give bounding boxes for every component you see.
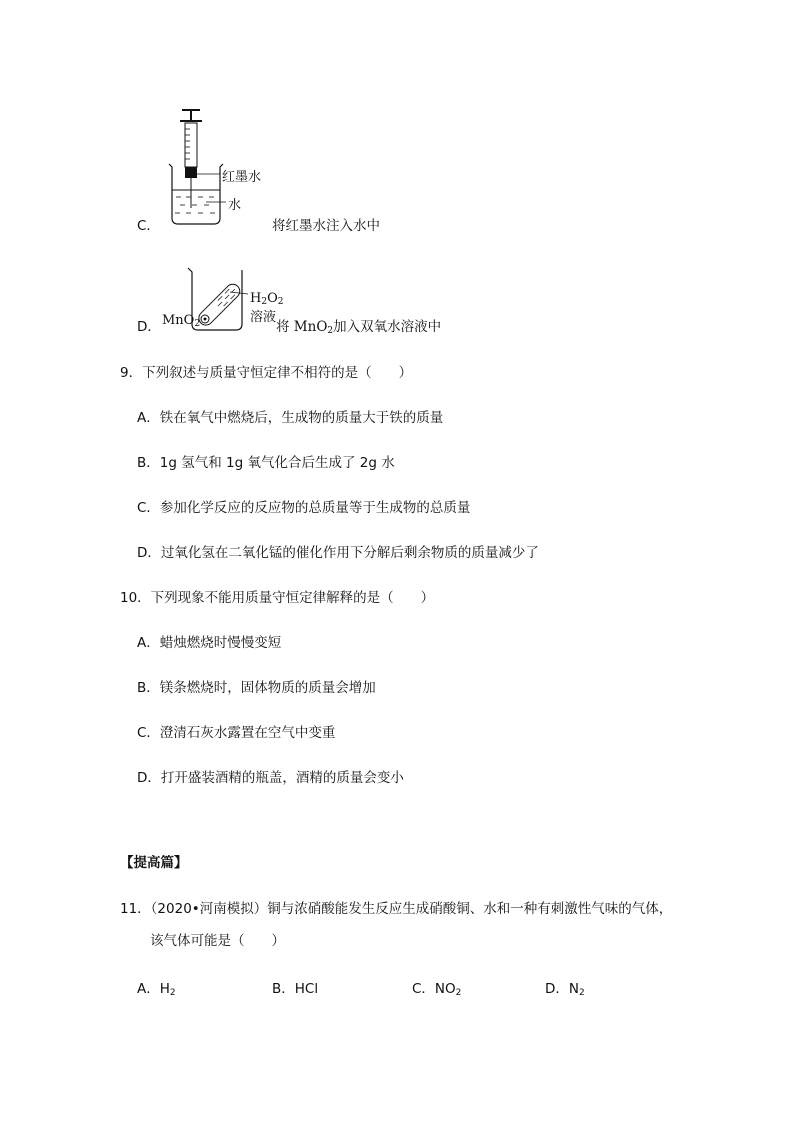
q10-option-c: C．澄清石灰水露置在空气中变重 [137, 725, 336, 741]
option-d-caption: 将 MnO$_2$加入双氧水溶液中 [276, 319, 442, 336]
label-solution: 溶液 [250, 310, 277, 325]
q9-option-d: D．过氧化氢在二氧化锰的催化作用下分解后剩余物质的质量减少了 [137, 545, 539, 561]
q11-option-b: B．HCl [272, 981, 319, 997]
label-red-ink: 红墨水 [222, 170, 262, 185]
q9-stem: 9．下列叙述与质量守恒定律不相符的是（ ） [120, 365, 413, 381]
label-mno2: MnO$_2$ [162, 313, 201, 329]
q10-stem: 10．下列现象不能用质量守恒定律解释的是（ ） [120, 590, 435, 606]
q9-option-a: A．铁在氧气中燃烧后，生成物的质量大于铁的质量 [137, 410, 444, 426]
q9-option-b: B．1g 氢气和 1g 氧气化合后生成了 2g 水 [137, 455, 395, 471]
q10-option-a: A．蜡烛燃烧时慢慢变短 [137, 635, 282, 651]
q10-option-b: B．镁条燃烧时，固体物质的质量会增加 [137, 680, 376, 696]
syringe-beaker-drawing [160, 104, 280, 234]
label-h2o2: $H_2O_2$ [250, 291, 284, 307]
option-c-letter: C． [137, 218, 160, 234]
q11-option-c: C．$NO_2$ [412, 981, 462, 998]
section-title: 【提高篇】 [120, 855, 188, 871]
option-d-letter: D． [137, 319, 161, 335]
q11-stem-line1: 11．（2020•河南模拟）铜与浓硝酸能发生反应生成硝酸铜、水和一种有刺激性气味的气体， [120, 901, 673, 917]
q9-option-c: C．参加化学反应的反应物的总质量等于生成物的总质量 [137, 500, 471, 516]
option-c-caption: 将红墨水注入水中 [272, 218, 380, 234]
label-water: 水 [228, 198, 242, 213]
q11-stem-line2: 该气体可能是（ ） [150, 933, 285, 949]
q11-option-d: D．$N_2$ [545, 981, 585, 998]
figure-syringe-beaker [160, 104, 280, 234]
q11-option-a: A．$H_2$ [137, 981, 176, 998]
q10-option-d: D．打开盛装酒精的瓶盖，酒精的质量会变小 [137, 770, 404, 786]
